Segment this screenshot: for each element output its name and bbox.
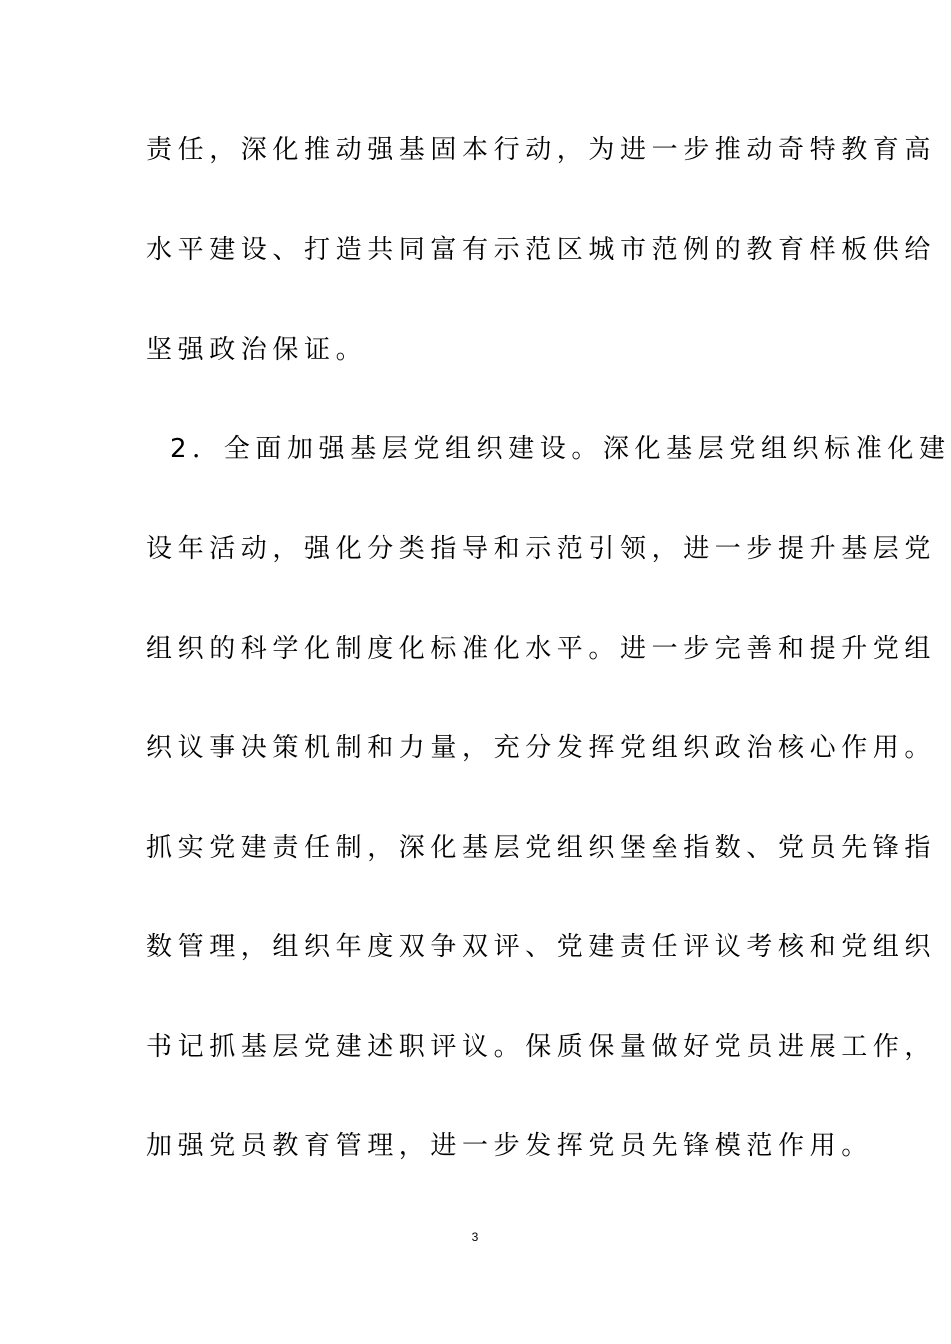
text-line-1: 责任，深化推动强基固本行动，为进一步推动奇特教育高 <box>146 135 937 165</box>
text-line-2: 水平建设、打造共同富有示范区城市范例的教育样板供给 <box>146 235 937 265</box>
text-line-5: 设年活动，强化分类指导和示范引领，进一步提升基层党 <box>146 534 937 564</box>
text-line-7: 织议事决策机制和力量，充分发挥党组织政治核心作用。 <box>146 733 937 763</box>
text-line-8: 抓实党建责任制，深化基层党组织堡垒指数、党员先锋指 <box>146 833 937 863</box>
text-line-3: 坚强政治保证。 <box>146 335 368 365</box>
text-line-10: 书记抓基层党建述职评议。保质保量做好党员进展工作， <box>146 1032 937 1062</box>
text-line-9: 数管理，组织年度双争双评、党建责任评议考核和党组织 <box>146 932 937 962</box>
text-line-4: 2．全面加强基层党组织建设。深化基层党组织标准化建 <box>170 434 951 464</box>
text-line-11: 加强党员教育管理，进一步发挥党员先锋模范作用。 <box>146 1131 873 1161</box>
page-number: 3 <box>471 1230 479 1244</box>
text-line-6: 组织的科学化制度化标准化水平。进一步完善和提升党组 <box>146 634 937 664</box>
